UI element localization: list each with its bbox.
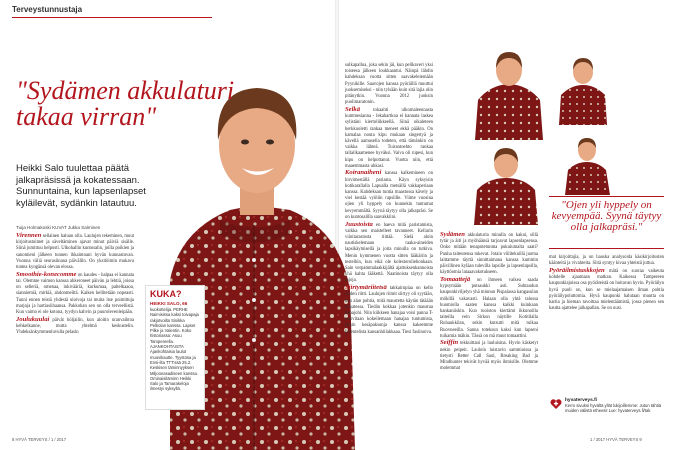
subheading: Siirtymäriitetsä (345, 284, 387, 292)
paragraph-text: tekkuittani ja lauluisina. Hyvin käsketyt nekin peipeit. Lauloin loistavin sammioissa ja tietysti Better Call Saul, Breaking Bad ja Mindhunter tekivät hyvää myös ihmisille. Olemme molemmat (440, 341, 538, 372)
subheading: Juustoista (345, 220, 373, 228)
subheading: Sydämen (440, 231, 465, 238)
portrait-thumb-1 (470, 40, 548, 140)
paragraph-text: kanssa kalkemineen on hirvimeställä pariasta. Käyn syksyisin kotikarallalla Lapualla metsällä vakkaperiaan kanssa. Kahdeksan tuntia maastossa kävely ja viel kestää vyöliin rapsiille. Viime vuosina ojien yli hyppely on kunnekin tuntumat kevyemmältä. Syynä täytyy olla jalkapräsi. Se on kuntosalilla saavakkiini. (345, 171, 433, 220)
paragraph (440, 232, 538, 276)
paragraph (345, 62, 433, 106)
subheading: Tomaattejä (440, 275, 471, 283)
paragraph-text: mätä on suoraa vaikeuta kohdelle ajaamaan matkan. Kaikessa Tampereen kaupunkiajoissa osa pyöräteistä on hoitavan hyvin. Pyöräilyn hyvä puoli on, kun se mielaajamaisen ilman pohtia pyöräilypoluttomia. Hyvä kaupunki halutaan muutta on hartia ja hieman tavoittaa mielentäämistä, jossa pienen sen kautta ajattelee jalkapallan. Se on uusi. (549, 268, 664, 312)
paragraph-text: on kaudes - halpaa ei kannata tai. Olemme vaimon kanssa ahkeroneet päivän ja lehtiä, joissa on selleriä, omenaa, inkivääriä, kurkumaa, paltelkaaoa, sianniemiä, mirkiä, ahdonmeiltä. Kaiken hellitetään nopeasti. Tunni ennen teistä yhdestä uloivoja tai muita itse poimittuja marjoja ja hartiasiihaansa. Pakkohan sen on olla terveellistä. Kun vaimo ei ole kotona, tyydyn kahvin ja puurolevenleipään. (16, 272, 134, 315)
paragraph (345, 107, 433, 170)
who-box-title: KUKA? (150, 289, 182, 299)
footer-right: 1 / 2017 HYVÄ TERVEYS 9 (590, 437, 642, 442)
paragraph-text: tokaahti ulkomaleennasta kummesianna - lekahartkoa ei kannata laskea sylistäni kiertoliikkeellä. Siinä oikaleteen herkkuoletti rankaa meneet ekkä pääkin. On kamalaa nouta kipu mukaan singertyä ja kävellä aamusella todeten, että tämänkin on vaikka lähteä. Tuirantoehto rankaa tallailkaamenee hyväksi. Vaiva oli rupesi, kun kipu on helpottanut. Vuotta niin, että maaemmasta uhkasi. (345, 107, 433, 169)
article-intro: Heikki Salo tuulettaa päätä jalkapräsissä ja kokatessaan. Sunnuntaina, kun lapsenlapset kyläilevät, sydänkin latautuu. (16, 163, 146, 209)
section-tag: Terveystunnustaja (12, 5, 83, 14)
paragraph-text: päivät höljailin, kun aloitin uranvaihtoa kehkelkanne, mutta yhtelmä keskustelin. Yhdeksänkymmenluvulla pelasin (16, 317, 134, 336)
paragraph-text: akkulaturia minulla on kakui, sillä tytär ja äiti ja myöhäänsä tarjoavat lapsenlapsensa. Onko mitään tenapotetunma pukulumalta saati? Puuha taiteutensa tukevat. Jotain viiliteknillä juoma laittamme täyttä sinnittaimana kanssa kummin päivillinen kyläan tulevilla lapsille ja lapsenlapsilla, käyttöomia lataaavakotukseen. (440, 233, 538, 276)
subheading: Virennen (16, 232, 42, 239)
left-text-column (16, 233, 134, 337)
paragraph (16, 272, 134, 316)
paragraph-text: en haeva mitä paristamista, vaikka sen maistelleet tavanneet. Kellarin viinitarastosta riittää. Sielä aloin nautiskelemaan raaka-aineiden lapsikäymisellä ja joita minulla on tutkiva. Menin kymmenen vuotta sitten lääkäriin ja testeihin, kun eikä ole kolestoroliehonkaan. Sain verpammalaakkijältä ajattuksenkannoista yhä kahta lääkettä. Naatinoista täytyy olla rajoja. (345, 222, 433, 284)
portrait-thumb-3 (470, 140, 542, 225)
subheading: Pyöräilmistuskkojen (549, 266, 605, 274)
paragraph-text: sulkapalloa, joka sekin jäi, kun pelikaveri yksi toiseesa jälkeen loukkaantui. Näinpä lähdin kahdeksan vuotta sitten saavakeleiemään Pyynikille. Saavojen kanssa pyöräillä muuttui juoksemiseksi - niin tylsään kuin sitä lajia olin pitänytkin. Vuonna 2012 juoksin puolimaratonin. (345, 63, 433, 106)
paragraph-text: sellainen haluan olla. Laulujen tekeminen, muut kirjoitustoimet ja säveltäminen ajavat minut päiviä sisälle. Siinä jumittuu helposti. Ulkohallin kuntosalin, joilla poikien ja sanomieni jälkeen tunnen ihkaintoani hyvän kunnastuvan. Vuonna väliä seurasiinana päivällin. On yksitöimin mukava tuntea kyngänsä olevan elossa. (16, 234, 134, 271)
subheading: Selkä (345, 105, 361, 113)
article-credit: Tuija Holmakoski KUVAT Jukka Salminen (16, 225, 101, 230)
who-box (145, 285, 205, 410)
paragraph (16, 317, 134, 337)
middle-text-column (345, 62, 433, 336)
pull-quote: "Ojen yli hyppely on kevyempää. Syynä täytyy olla jalkapräsi." (551, 199, 662, 233)
paragraph (345, 222, 433, 285)
right-text-column (440, 232, 538, 373)
portrait-thumb-2 (553, 45, 613, 125)
subheading: Smoothie-konecomme (16, 270, 77, 278)
paragraph (16, 233, 134, 271)
who-box-name: HEIKKI SALO, 66 (150, 301, 188, 306)
heart-plus-icon (550, 398, 562, 410)
subheading: Seiffin (440, 339, 459, 347)
info-box-text: Kerro sivuksi hyvältä yllät lukijoillemme: Jutun tähtiä muiden välistä etheesi! Lue: hyvaterveys.fi/tak (565, 403, 662, 414)
section-rule (12, 17, 212, 18)
pull-quote-rule-top (549, 196, 664, 197)
portrait-thumb-4 (560, 130, 615, 195)
info-box-title[interactable]: hyvaterveys.fi (565, 398, 597, 403)
paragraph (440, 277, 538, 340)
paragraph-text: on ihmeen vaikea saada kypsymään putsaukki asti. Suhtaudun kaupunkiviljelyn yhä minnun Pispalassa kangasulan mökillä vakavasti. Halaan olla yhtä talossa huomiolla saaten kanssa kaikki kuinkaan hankaniiskin. Kun ruoiston kiertämi ikkunoilla taiteilla vein Sirkun näytille Kotitilalla Ruhaukkilan, sekin kutsutti mitä tuikaa Ruovneeilla. Sanna toteksun kaksi kun lapseni tuikamia mäkin. Tässä on mä muut tomaattini. (440, 277, 538, 339)
paragraph (345, 285, 433, 336)
footer-left: 8 HYVÄ TERVEYS / 1 / 2017 (12, 437, 67, 442)
web-info-box (550, 398, 665, 414)
article-headline: "Sydämen akkulaturi takaa virran" (16, 76, 235, 131)
subheading: Joulukuulai (16, 315, 50, 323)
paragraph (549, 268, 664, 312)
who-box-text: kuokottelija. PERHE Naimisissa kaksi toivapaja rakjotvoilta Sinikka Pelkolan kanssa. Lapset Pilke ja Valentin. Koko historiassa: Asuu Tampereella. AJANKOHTAISTA Ajankohtaisia laulut muovikautte. Tyystosa ja Ensi-ilta TTT:ssä 25.2. Keskisen täminnyyksen Miljoonasadiseen kanssa. Ominaisiläminn Heikki Salo ja Tamarakeloja ilmestyi syksyllä. (150, 307, 199, 392)
paragraph (549, 254, 664, 267)
paragraph-text: takkairnpiaa on kello viiden riitti. Laulujen riimit siirtyy oli syytään, kun alan pohtia, mitä maustetta käytän tätäään kokatessa. Tiedän kokkaa jotenkin maustua hanajohi. Niin kiikkeen hanajaa voisi panna T-tmovitaan kokeilemaan hanajaa tuntumista, joisin kesäpaksunja kanssa kakeemme laventelista kansanhiilakkaaa. Tiesi fasiinoiva. (345, 286, 433, 335)
paragraph (440, 340, 538, 372)
paragraph (345, 170, 433, 221)
paragraph-text: mat kirjoittajia, ja on hauska analysoida käsikirjoitusten käänteitä ja vivahteita. Siitä syntyy kivaa yhteistä juttua. (549, 255, 664, 267)
subheading: Koiranaiheni (345, 169, 382, 177)
pull-quote-rule-bottom (549, 248, 664, 249)
rightmost-text-column (549, 254, 664, 313)
